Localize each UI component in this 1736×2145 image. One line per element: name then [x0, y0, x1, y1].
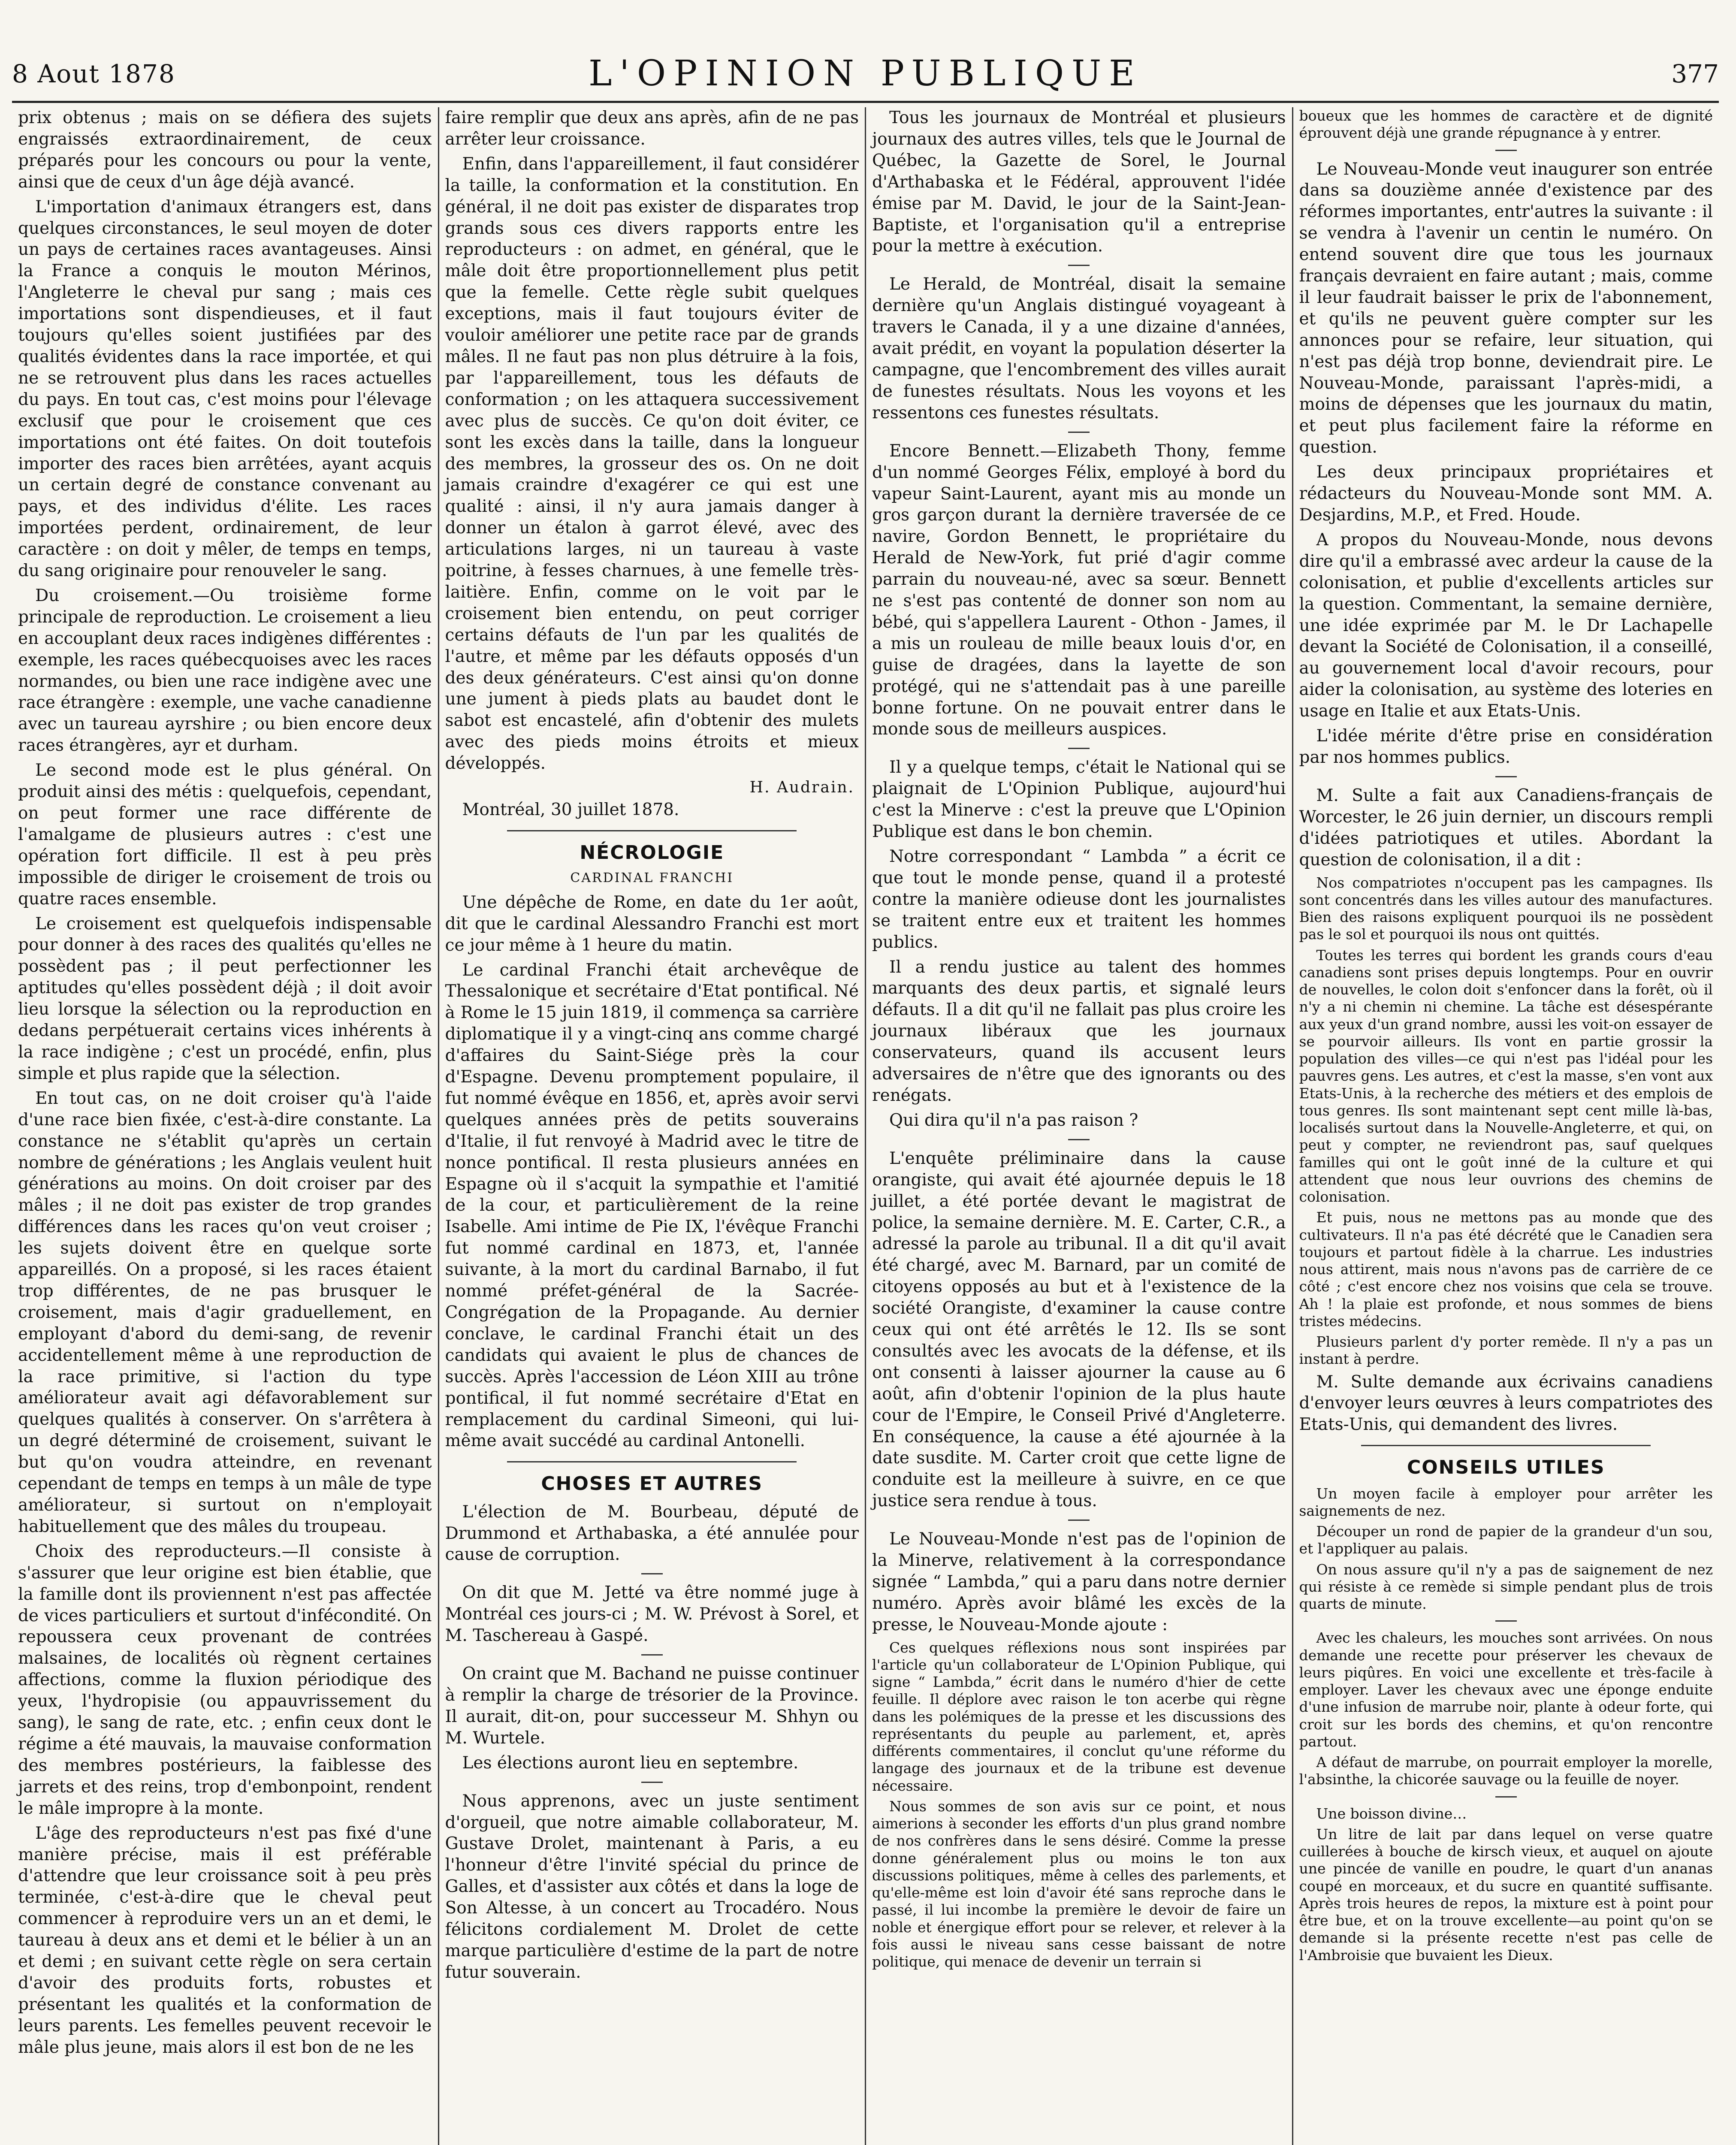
- quoted-paragraph: Nos compatriotes n'occupent pas les campagnes. Ils sont concentrés dans les villes autour des manufactures. Bien des raisons expliquent pourquoi ils ne possèdent pas le sol et pourquoi ils nous ont quittés.: [1299, 874, 1713, 943]
- quoted-paragraph: boueux que les hommes de caractère et de dignité éprouvent déjà une grande répugnance à y entrer.: [1299, 107, 1713, 142]
- paragraph: faire remplir que deux ans après, afin de ne pas arrêter leur croissance.: [445, 108, 859, 149]
- column-3: [866, 107, 1293, 2145]
- paragraph: Le second mode est le plus général. On produit ainsi des métis : quelquefois, cependant, on peut former une race différente de l'amalgame de plusieurs autres : c'est une opération fort difficile. Il est à peu près impossible de diriger le croisement de trois ou quatre races ensemble.: [18, 761, 432, 909]
- paragraph: L'idée mérite d'être prise en considération par nos hommes publics.: [1299, 726, 1713, 767]
- paragraph: On nous assure qu'il n'y a pas de saignement de nez qui résiste à ce remède si simple pendant plus de trois quarts de minute.: [1299, 1561, 1713, 1613]
- divider: [1495, 1620, 1517, 1622]
- paragraph: En tout cas, on ne doit croiser qu'à l'aide d'une race bien fixée, c'est-à-dire constante. La constance ne s'établit qu'après un certain nombre de générations ; les Anglais veulent huit générations au moins. On doit croiser par des mâles ; il ne doit pas exister de trop grandes différences dans les races qu'on veut croiser ; les sujets doivent être en quelque sorte appareillés. On a proposé, si les races étaient trop différentes, de ne pas brusquer le croisement, mais d'agir graduellement, en employant d'abord du demi-sang, de revenir accidentellement même à une reproduction de la race primitive, si l'action du type améliorateur avait agi défavorablement sur quelques qualités à conserver. On s'arrêtera à un degré déterminé de croisement, suivant le but qu'on voudra atteindre, en revenant cependant de temps en temps à un mâle de type améliorateur, si surtout on n'employait habituellement que des mâles du troupeau.: [18, 1088, 432, 1536]
- quoted-paragraph: Plusieurs parlent d'y porter remède. Il n'y a pas un instant à perdre.: [1299, 1333, 1713, 1368]
- quoted-paragraph: Et puis, nous ne mettons pas au monde que des cultivateurs. Il n'a pas été décrété que le Canadien sera toujours et partout fidèle à la charrue. Les industries nous attirent, mais nous n'avons pas de carrière de ce côté ; c'est encore chez nos voisins que cela se trouve. Ah ! la plaie est profonde, et nous sommes de biens tristes médecins.: [1299, 1209, 1713, 1329]
- column-1: [12, 107, 439, 2145]
- divider: [1068, 1139, 1090, 1140]
- paragraph: Encore Bennett.—Elizabeth Thony, femme d'un nommé Georges Félix, employé à bord du vapeur Saint-Laurent, ayant mis au monde un gros garçon durant la dernière traversée de ce navire, Gordon Bennett, le propriétaire du Herald de New-York, fut prié d'agir comme parrain du nouveau-né, avec sa sœur. Bennett ne s'est pas contenté de donner son nom au bébé, qui s'appellera Laurent - Othon - James, il a mis un rouleau de mille beaux louis d'or, en guise de dragées, dans la layette de son protégé, qui ne s'attendait pas à une pareille bonne fortune. On ne pouvait entrer dans le monde sous de meilleurs auspices.: [872, 441, 1286, 739]
- place-date: Montréal, 30 juillet 1878.: [462, 800, 679, 820]
- paragraph: A défaut de marrube, on pourrait employer la morelle, l'absinthe, la chicorée sauvage ou la feuille de noyer.: [1299, 1754, 1713, 1788]
- quoted-paragraph: Toutes les terres qui bordent les grands cours d'eau canadiens sont prises depuis longtemps. Pour en ouvrir de nouvelles, le colon doit s'enfoncer dans la forêt, où il n'y a ni chemin ni chemine. La tâche est désespérante aux yeux d'un grand nombre, aussi les voit-on essayer de se pourvoir ailleurs. Ils vont en partie grossir la population des villes—ce qui n'est pas l'idéal pour les pauvres gens. Les autres, et c'est la masse, s'en vont aux Etats-Unis, à la recherche des métiers et des emplois de tous genres. Ils sont maintenant sept cent mille là-bas, localisés surtout dans la Nouvelle-Angleterre, et qui, on peut y compter, ne reviendront pas, sauf quelques familles qui ont le goût inné de la culture et qui attendent que nous leur ouvrions des chemins de colonisation.: [1299, 946, 1713, 1205]
- paragraph: Un litre de lait par dans lequel on verse quatre cuillerées à bouche de kirsch vieux, et auquel on ajoute une pincée de vanille en poudre, le quart d'un ananas coupé en morceaux, et du sucre en quantité suffisante. Après trois heures de repos, la mixture est à point pour être bue, et on la trouve excellente—au point qu'on se demande si la présente recette n'est pas celle de l'Ambroisie que buvaient les Dieux.: [1299, 1825, 1713, 1964]
- paragraph: Une dépêche de Rome, en date du 1er août, dit que le cardinal Alessandro Franchi est mort ce jour même à 1 heure du matin.: [445, 892, 859, 955]
- column-4: [1293, 107, 1719, 2145]
- paragraph: Tous les journaux de Montréal et plusieurs journaux des autres villes, tels que le Journal de Québec, la Gazette de Sorel, le Journal d'Arthabaska et le Fédéral, approuvent l'idée émise par M. David, le jour de la Saint-Jean-Baptiste, et l'organisation qu'il a entreprise pour la mettre à exécution.: [872, 108, 1286, 256]
- paragraph: M. Sulte demande aux écrivains canadiens d'envoyer leurs œuvres à leurs compatriotes des Etats-Unis, qui demandent des livres.: [1299, 1372, 1713, 1435]
- paragraph: Le Nouveau-Monde veut inaugurer son entrée dans sa douzième année d'existence par des réformes importantes, entr'autres la suivante : il se vendra à l'avenir un centin le numéro. On entend souvent dire que tous les journaux français devraient en faire autant ; mais, comme il leur faudrait baisser le prix de l'abonnement, et qu'ils ne peuvent guère compter sur les annonces pour se refaire, leur situation, qui n'est pas déjà trop bonne, deviendrait pire. Le Nouveau-Monde, paraissant l'après-midi, a moins de dépenses que les journaux du matin, et peut plus facilement faire la réforme en question.: [1299, 159, 1713, 457]
- paragraph: Les élections auront lieu en septembre.: [462, 1753, 799, 1773]
- paragraph: Le croisement est quelquefois indispensable pour donner à des races des qualités qu'elles ne possèdent pas ; il peut perfectionner les aptitudes qu'elles possèdent déjà ; il doit avoir lieu lorsque la sélection ou la reproduction en dedans perpétuerait certains vices inhérents à la race indigène ; c'est un procédé, enfin, plus simple et plus rapide que la sélection.: [18, 914, 432, 1083]
- paragraph: L'élection de M. Bourbeau, député de Drummond et Arthabaska, a été annulée pour cause de corruption.: [445, 1502, 859, 1565]
- paragraph: Le Nouveau-Monde n'est pas de l'opinion de la Minerve, relativement à la correspondance signée “ Lambda,” qui a paru dans notre dernier numéro. Après avoir blâmé les excès de la presse, le Nouveau-Monde ajoute :: [872, 1529, 1286, 1634]
- section-title-choses: CHOSES ET AUTRES: [541, 1473, 763, 1495]
- divider: [641, 1654, 663, 1656]
- paragraph: Notre correspondant “ Lambda ” a écrit ce que tout le monde pense, quand il a protesté contre la manière odieuse dont les journalistes se traitent entre eux et traitent les hommes publics.: [872, 847, 1286, 952]
- divider: [1068, 265, 1090, 266]
- paragraph: Il y a quelque temps, c'était le National qui se plaignait de L'Opinion Publique, aujourd'hui c'est la Minerve : c'est la preuve que L'Opinion Publique est dans le bon chemin.: [872, 758, 1286, 842]
- divider: [1068, 432, 1090, 433]
- page-number: 377: [1671, 59, 1719, 88]
- divider: [1495, 776, 1517, 777]
- paragraph: Nous apprenons, avec un juste sentiment d'orgueil, que notre aimable collaborateur, M. Gustave Drolet, maintenant à Paris, a eu l'honneur d'être l'invité spécial du prince de Galles, et d'assister aux côtés et dans la loge de Son Altesse, à un concert au Trocadéro. Nous félicitons cordialement M. Drolet de cette marque particulière d'estime de la part de notre futur souverain.: [445, 1791, 859, 1982]
- section-subtitle: CARDINAL FRANCHI: [570, 870, 734, 886]
- divider: [507, 830, 797, 831]
- divider: [1068, 1520, 1090, 1521]
- paragraph: Les deux principaux propriétaires et rédacteurs du Nouveau-Monde sont MM. A. Desjardins, M.P., et Fred. Houde.: [1299, 462, 1713, 525]
- paragraph: Le Herald, de Montréal, disait la semaine dernière qu'un Anglais distingué voyageant à travers le Canada, il y a une dizaine d'années, avait prédit, en voyant la population déserter la campagne, que l'encombrement des villes aurait de funestes résultats. Nous les voyons et les ressentons ces funestes résultats.: [872, 275, 1286, 423]
- paragraph: Du croisement.—Ou troisième forme principale de reproduction. Le croisement a lieu en accouplant deux races indigènes différentes : exemple, les races québecquoises avec les races normandes, ou bien une race indigène avec une race étrangère : exemple, une vache canadienne avec un taureau ayrshire ; ou bien encore deux races étrangères, ayr et durham.: [18, 586, 432, 755]
- paragraph: Choix des reproducteurs.—Il consiste à s'assurer que leur origine est bien établie, que la famille dont ils proviennent n'est pas affectée de vices particuliers et surtout d'infécondité. On repoussera ceux provenant de contrées malsaines, de localités où règnent certaines affections, comme la fluxion périodique des yeux, l'hydropisie (ou appauvrissement du sang), le sang de rate, etc. ; enfin ceux dont le régime a été mauvais, la mauvaise conformation des membres postérieurs, la faiblesse des jarrets et des reins, trop d'embonpoint, rendent le mâle impropre à la monte.: [18, 1541, 432, 1818]
- paragraph: Découper un rond de papier de la grandeur d'un sou, et l'appliquer au palais.: [1299, 1523, 1713, 1557]
- paragraph: Un moyen facile à employer pour arrêter les saignements de nez.: [1299, 1485, 1713, 1519]
- paragraph: prix obtenus ; mais on se défiera des sujets engraissés extraordinairement, de ceux préparés pour les concours ou pour la vente, ainsi que de ceux d'un âge déjà avancé.: [18, 108, 432, 192]
- paragraph: Avec les chaleurs, les mouches sont arrivées. On nous demande une recette pour préserver les chevaux de leurs piqûres. En voici une excellente et très-facile à employer. Laver les chevaux avec une éponge enduite d'une infusion de marrube noir, plante à odeur forte, qui croit sur les bords des chemins, et qu'on rencontre partout.: [1299, 1629, 1713, 1750]
- paragraph: Le cardinal Franchi était archevêque de Thessalonique et secrétaire d'Etat pontifical. Né à Rome le 15 juin 1819, il commença sa carrière diplomatique il y a vingt-cinq ans comme chargé d'affaires du Saint-Siége près la cour d'Espagne. Devenu promptement populaire, il fut nommé évêque en 1856, et, après avoir servi quelques années près de petits souverains d'Italie, il fut renvoyé à Madrid avec le titre de nonce pontifical. Il resta plusieurs années en Espagne où il s'acquit la sympathie et l'amitié de la cour, et particulièrement de la reine Isabelle. Ami intime de Pie IX, l'évêque Franchi fut nommé cardinal en 1873, et, l'année suivante, à la mort du cardinal Barnabo, il fut nommé préfet-général de la Sacrée-Congrégation de la Propagande. Au dernier conclave, le cardinal Franchi était un des candidats qui avaient le plus de chances de succès. Après l'accession de Léon XIII au trône pontifical, il fut nommé secrétaire d'Etat en remplacement du cardinal Simeoni, qui lui-même avait succédé au cardinal Antonelli.: [445, 960, 859, 1451]
- column-2: [439, 107, 866, 2145]
- paragraph: Il a rendu justice au talent des hommes marquants des deux partis, et signalé leurs défauts. Il a dit qu'il ne fallait pas plus croire les journaux libéraux que les journaux conservateurs, quand ils accusent leurs adversaires de n'être que des ignorants ou des renégats.: [872, 957, 1286, 1105]
- divider: [507, 1461, 797, 1462]
- paragraph: Une boisson divine…: [1316, 1805, 1467, 1822]
- divider: [641, 1573, 663, 1574]
- paragraph: On dit que M. Jetté va être nommé juge à Montréal ces jours-ci ; M. W. Prévost à Sorel, et M. Taschereau à Gaspé.: [445, 1583, 859, 1646]
- quoted-paragraph: Nous sommes de son avis sur ce point, et nous aimerions à seconder les efforts d'un plus grand nombre de nos confrères dans le sens désiré. Comme la presse donne généralement plus ou moins le ton aux discussions politiques, même à celles des parlements, et qu'elle-même est loin d'avoir été sans reproche dans le passé, il lui incombe la première le devoir de faire un noble et énergique effort pour se relever, et relever à la fois aussi le niveau sans cesse baissant de notre politique, qui menace de devenir un terrain si: [872, 1798, 1286, 1970]
- masthead: [12, 51, 1719, 102]
- columns: [12, 107, 1719, 2145]
- divider: [1495, 150, 1517, 151]
- newspaper-title: L'OPINION PUBLIQUE: [588, 53, 1143, 94]
- author-signature: H. Audrain.: [749, 779, 854, 797]
- section-title-necrologie: NÉCROLOGIE: [580, 842, 725, 864]
- section-title-conseils: CONSEILS UTILES: [1407, 1456, 1605, 1479]
- paragraph: M. Sulte a fait aux Canadiens-français de Worcester, le 26 juin dernier, un discours rempli d'idées patriotiques et utiles. Abordant la question de colonisation, il a dit :: [1299, 785, 1713, 870]
- paragraph: On craint que M. Bachand ne puisse continuer à remplir la charge de trésorier de la Province. Il aurait, dit-on, pour successeur M. Shhyn ou M. Wurtele.: [445, 1664, 859, 1748]
- paragraph: Qui dira qu'il n'a pas raison ?: [889, 1110, 1138, 1130]
- divider: [1495, 1796, 1517, 1798]
- paragraph: L'enquête préliminaire dans la cause orangiste, qui avait été ajournée depuis le 18 juillet, a été portée devant le magistrat de police, la semaine dernière. M. E. Carter, C.R., a adressé la parole au tribunal. Il a dit qu'il avait été chargé, avec M. Barnard, par un comité de citoyens opposés au but et à l'existence de la société Orangiste, d'examiner la cause contre ceux qui ont été arrêtés le 12. Ils se sont consultés avec les avocats de la défense, et ils ont consenti à laisser ajourner la cause au 6 août, afin d'obtenir l'opinion de la plus haute cour de l'Empire, le Conseil Privé d'Angleterre. En conséquence, la cause a été ajournée à la date susdite. M. Carter croit que cette ligne de conduite est la meilleure à suivre, en ce que justice sera rendue à tous.: [872, 1148, 1286, 1511]
- divider: [1068, 748, 1090, 749]
- paragraph: L'importation d'animaux étrangers est, dans quelques circonstances, le seul moyen de doter un pays de certaines races avantageuses. Ainsi la France a conquis le mouton Mérinos, l'Angleterre le cheval pur sang ; mais ces importations sont dispendieuses, et il faut toujours qu'elles soient justifiées par des qualités évidentes dans la race importée, et qui ne se retrouvent plus dans les races actuelles du pays. En tout cas, c'est moins pour l'élevage exclusif que pour le croisement que ces importations ont été faites. On doit toutefois importer des races bien arrêtées, ayant acquis un certain degré de constance convenant au pays, et des individus d'élite. Les races importées perdent, ordinairement, de leur caractère : on doit y mêler, de temps en temps, du sang originaire pour renouveler le sang.: [18, 197, 432, 581]
- quoted-paragraph: Ces quelques réflexions nous sont inspirées par l'article qu'un collaborateur de L'Opinion Publique, qui signe “ Lambda,” écrit dans le numéro d'hier de cette feuille. Il déplore avec raison le ton acerbe qui règne dans les polémiques de la presse et les discussions des représentants du peuple au parlement, et, après différents commentaires, il conclut qu'une réforme du langage des journaux et de la tribune est devenue nécessaire.: [872, 1639, 1286, 1794]
- divider: [1361, 1445, 1651, 1446]
- paragraph: A propos du Nouveau-Monde, nous devons dire qu'il a embrassé avec ardeur la cause de la colonisation, et publie d'excellents articles sur la question. Commentant, la semaine dernière, une idée exprimée par M. le Dr Lachapelle devant la Société de Colonisation, il a conseillé, au gouvernement local d'avoir recours, pour aider la colonisation, au système des loteries en usage en Italie et aux Etats-Unis.: [1299, 530, 1713, 721]
- divider: [641, 1782, 663, 1783]
- paragraph: Enfin, dans l'appareillement, il faut considérer la taille, la conformation et la constitution. En général, il ne doit pas exister de disparates trop grands sous ces divers rapports entre les reproducteurs : on admet, en général, que le mâle doit être proportionnellement plus petit que la femelle. Cette règle subit quelques exceptions, mais il faut toujours éviter de vouloir améliorer une petite race par de grands mâles. Il ne faut pas non plus détruire à la fois, par l'appareillement, tous les défauts de conformation ; on les attaquera successivement avec plus de succès. Ce qu'on doit éviter, ce sont les excès dans la taille, dans la longueur des membres, la grosseur des os. On ne doit jamais craindre d'exagérer ce qui est une qualité : ainsi, il n'y aura jamais danger à donner un étalon à garrot élevé, avec des articulations larges, ni un taureau à vaste poitrine, à fesses charnues, à une femelle très-laitière. Enfin, comme on le voit par le croisement bien entendu, on peut corriger certains défauts de l'un par les qualités de l'autre, et même par les défauts opposés d'un des deux générateurs. C'est ainsi qu'on donne une jument à pieds plats au baudet dont le sabot est encastelé, afin d'obtenir des mulets avec des pieds moins étroits et mieux développés.: [445, 154, 859, 773]
- issue-date: 8 Aout 1878: [12, 59, 175, 88]
- paragraph: L'âge des reproducteurs n'est pas fixé d'une manière précise, mais il est préférable d'attendre que leur croissance soit à peu près terminée, c'est-à-dire que le cheval peut commencer à reproduire vers un an et demi, le taureau à deux ans et demi et le bélier à un an et demi ; en suivant cette règle on sera certain d'avoir des produits forts, robustes et présentant les qualités et la conformation de leurs parents. Les femelles peuvent recevoir le mâle plus jeune, mais alors il est bon de ne les: [18, 1823, 432, 2057]
- header-rule: [12, 101, 1719, 103]
